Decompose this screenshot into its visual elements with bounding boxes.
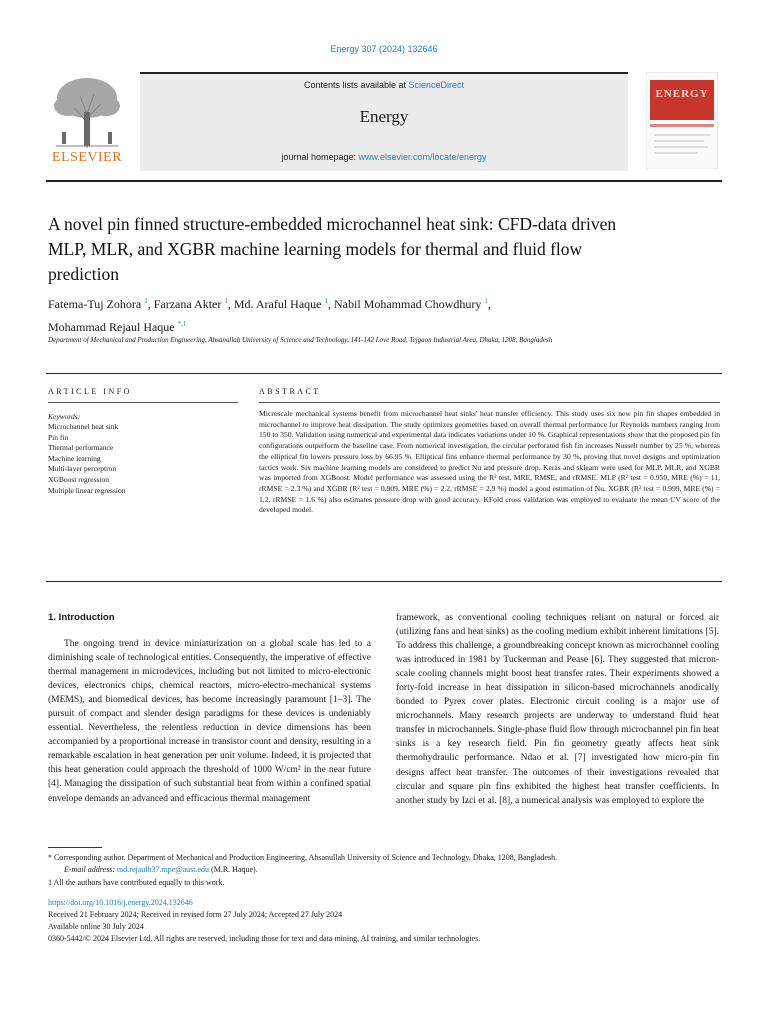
introduction-left-column: The ongoing trend in device miniaturization on a global scale has led to a diminishing scale of technological entities. Consequently, the imperative of effective thermal management in microdevices, including but not limited to micro-electronic devices, electronics chips, chemical reactors, micro-electro-mechanical systems (MEMS), and biomedical devices, has become increasingly paramount [1–3]. The pursuit of compact and slender design paradigms for these devices is undeniably essential. Nevertheless, the relentless reduction in device dimensions has been accompanied by a proportional increase in transistor count and density, resulting in a remarkable escalation in heat generation per unit volume. Indeed, it is projected that this heat generation could approach the threshold of 1000 W/cm² in the near future [4]. Managing the dissipation of such substantial heat from within a confined spatial envelope demands an advanced and efficacious thermal management bbox=[48, 639, 371, 804]
email-link[interactable]: md.rejaulh37.mpe@aust.edu bbox=[117, 865, 210, 874]
doi-link[interactable]: https://doi.org/10.1016/j.energy.2024.132646 bbox=[48, 898, 193, 907]
cover-title: ENERGY bbox=[655, 88, 709, 100]
keyword: Multiple linear regression bbox=[48, 485, 126, 495]
received-dates: Received 21 February 2024; Received in revised form 27 July 2024; Accepted 27 July 2024 bbox=[48, 910, 343, 919]
affiliation: Department of Mechanical and Production Engineering, Ahsanullah University of Science and Technology, 141-142 Love Road, Tejgaon Industrial Area, Dhaka, 1208, Bangladesh bbox=[48, 336, 553, 344]
keywords-list bbox=[48, 422, 125, 496]
email-label: E-mail address: bbox=[64, 865, 118, 874]
corresponding-author-note: * Corresponding author. Department of Mechanical and Production Engineering, Ahsanullah University of Science and Technology, Dhaka, 1208, Bangladesh. bbox=[48, 853, 558, 862]
article-info-heading: ARTICLE INFO bbox=[48, 387, 132, 396]
keywords-label: Keywords: bbox=[48, 412, 81, 421]
homepage-prefix: journal homepage: bbox=[281, 152, 359, 162]
journal-reference[interactable]: Energy 307 (2024) 132646 bbox=[330, 44, 438, 54]
contents-prefix: Contents lists available at bbox=[303, 80, 409, 90]
sciencedirect-link[interactable]: ScienceDirect bbox=[408, 80, 465, 90]
author-3[interactable]: Md. Araful Haque $^1$ bbox=[233, 297, 329, 311]
author-5[interactable]: Mohammad Rejaul Haque $^{*,1}$ bbox=[48, 320, 187, 334]
article-title: A novel pin finned structure-embedded microchannel heat sink: CFD-data driven MLP, MLR, and XGBR machine learning models for thermal and fluid flow prediction bbox=[48, 214, 617, 284]
email-note bbox=[64, 864, 724, 876]
equal-contribution-note: 1 All the authors have contributed equally to this work. bbox=[48, 878, 225, 887]
author-1[interactable]: Fatema-Tuj Zohora $^1$ bbox=[48, 297, 148, 311]
contents-availability bbox=[140, 80, 628, 90]
copyright-notice: 0360-5442/© 2024 Elsevier Ltd. All rights are reserved, including those for text and data mining, AI training, and similar technologies. bbox=[48, 934, 481, 943]
keyword: Multi-layer perceptron bbox=[48, 464, 117, 474]
keyword: Machine learning bbox=[48, 453, 101, 463]
author-list: Fatema-Tuj Zohora $^1$, Farzana Akter $^1$, Md. Araful Haque $^1$, Nabil Mohammad Chowdhury $^1$, Mohammad Rejaul Haque $^{*,1}$ bbox=[48, 297, 491, 334]
author-2[interactable]: Farzana Akter $^1$ bbox=[153, 297, 228, 311]
header-divider bbox=[46, 180, 722, 182]
keyword: XGBoost regression bbox=[48, 474, 110, 484]
journal-cover-image[interactable] bbox=[646, 72, 718, 169]
footnote-rule bbox=[48, 847, 102, 848]
introduction-heading: 1. Introduction bbox=[48, 612, 115, 623]
abstract-text: Microscale mechanical systems benefit from microchannel heat sinks' heat transfer efficiency. This study uses six new pin fin shapes embedded in microchannel to improve heat dissipation. The study optimizes geometries based on overall thermal performance for Reynolds numbers ranging from 150 to 350. Validation using numerical and experimental data indicates variations under 10 %. Graphical representations show that the proposed pin fin configurations outperform the baseline case. From numerical investigation, the circular perforated fish fin increases Nusselt number by 25 %, whereas the elliptical fin lowers pressure loss by 66.95 %. Elliptical fins enhance thermal performance by 30 %, proving that novel designs and optimization tactics work. Six machine learning models are considered to predict Nu and pressure drop. Keras and sklearn were used for MLP, MLR, and XGBR was imported from XGBoost. Model performance was assessed using the R² test, MRE, RMSE, and rRMSE. MLP (R² test = 0.950, MRE (%) = 11, rRMSE = 2.3 %) and XGBR (R² test = 0.909, MRE (%) = 2.2, rRMSE = 2.9 %) model a good estimation of Nu. XGBR (R² test = 0.999, MRE (%) = 1.2, rRMSE = 1.6 %) also estimates pressure drop with good accuracy. KFold cross validation was employed to evaluate the mean CV score of the developed model. bbox=[259, 409, 720, 515]
homepage-link[interactable]: www.elsevier.com/locate/energy bbox=[358, 152, 487, 162]
keyword: Microchannel heat sink bbox=[48, 422, 119, 431]
abstract-rule bbox=[259, 402, 720, 403]
online-date: Available online 30 July 2024 bbox=[48, 922, 144, 931]
abstract-bottom-divider bbox=[46, 581, 722, 582]
journal-homepage bbox=[140, 152, 628, 162]
keyword: Pin fin bbox=[48, 432, 69, 442]
keyword: Thermal performance bbox=[48, 443, 114, 453]
abstract-heading: ABSTRACT bbox=[259, 387, 321, 396]
introduction-right-column: framework, as conventional cooling techniques reliant on natural or forced air (utilizing fans and heat sinks) as the cooling medium exhibit inherent limitations [5]. To address this challenge, a groundbreaking concept known as microchannel cooling was introduced in 1981 by Tuckerman and Pease [6]. They suggested that micron-scale cooling channels might boost heat transfer rates. Their experiments showed a forty-fold increase in heat dissipation in silicon-based microchannels anodically bonded to Pyrex cover plates. Electronic circuit cooling is a major use of microchannels. Many research projects are underway to understand fluid heat transfer in microchannels. Single-phase fluid flow through microchannel pin fin heat sinks is a key research field. Pin fin geometry greatly affects heat sink thermohydraulic performance. Ndao et al. [7] investigated how micro-pin fin designs affect heat transfer. The outcomes of their investigations revealed that circular and square pin fins exhibited the highest heat transfer coefficients. In another study by Izci et al. [8], a numerical analysis was employed to explore the bbox=[396, 613, 719, 806]
section-divider bbox=[46, 373, 722, 374]
email-suffix: (M.R. Haque). bbox=[209, 865, 258, 874]
author-4[interactable]: Nabil Mohammad Chowdhury $^1$ bbox=[334, 297, 488, 311]
elsevier-wordmark: ELSEVIER bbox=[51, 150, 123, 165]
article-info-rule bbox=[48, 402, 238, 403]
journal-name: Energy bbox=[359, 107, 409, 126]
